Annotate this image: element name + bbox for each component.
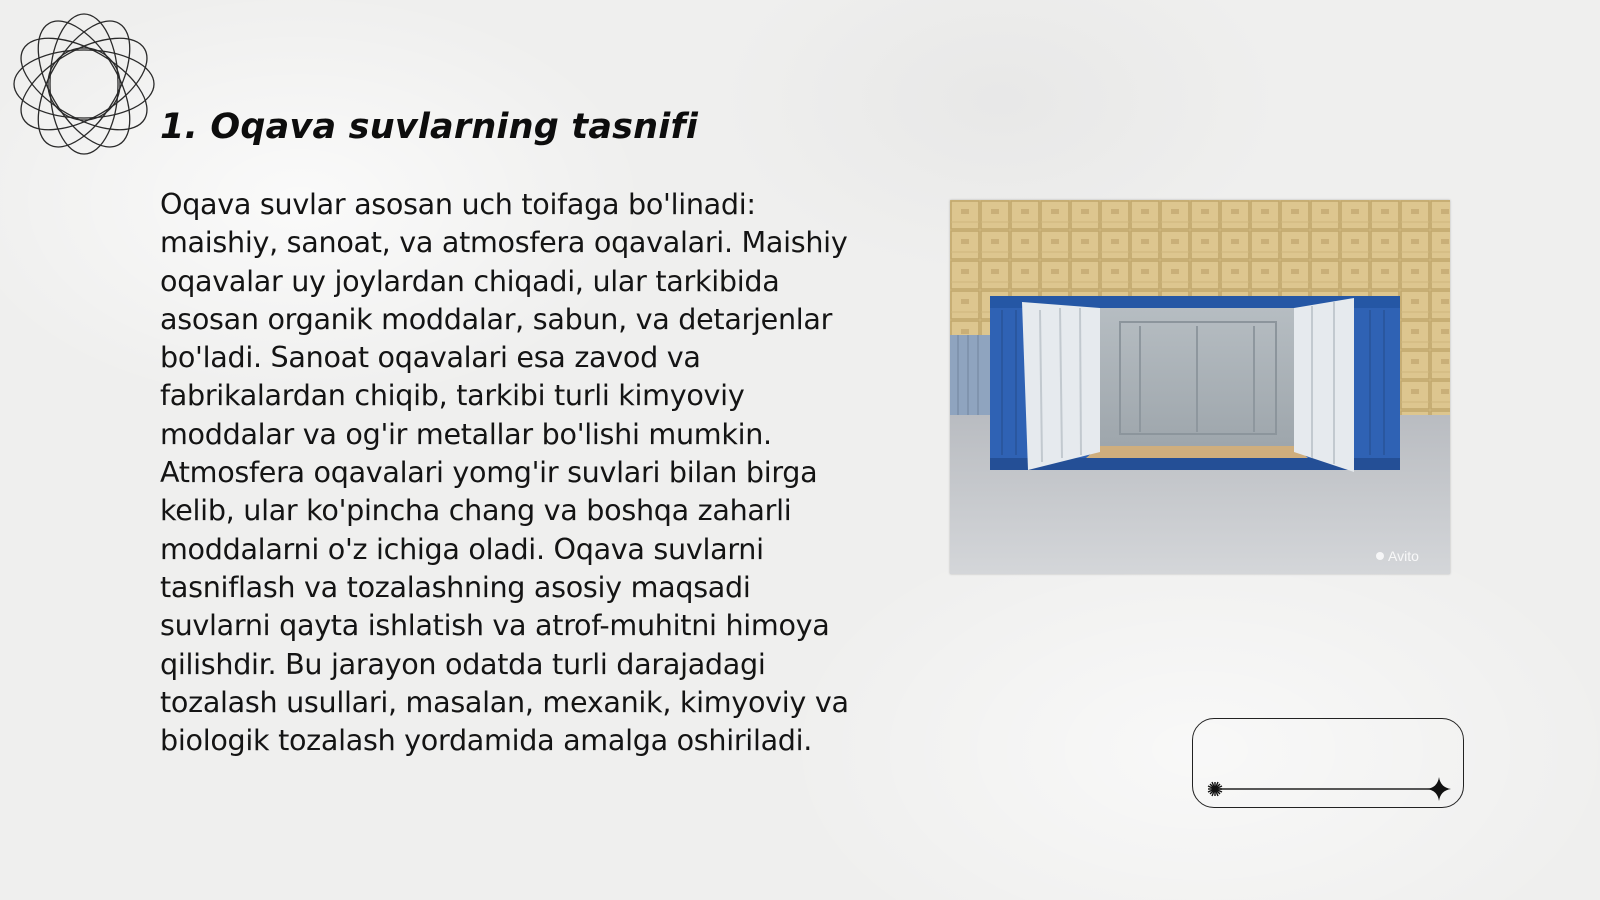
starburst-line-decoration [1193, 719, 1465, 809]
shipping-container-photo [950, 200, 1450, 574]
slide-title: 1. Oqava suvlarning tasnifi [160, 107, 699, 147]
decorative-frame [1192, 718, 1464, 808]
sparkle-icon [1427, 777, 1451, 801]
slide-body-text: Oqava suvlar asosan uch toifaga bo'linadi: maishiy, sanoat, va atmosfera oqavalari. Maishiy oqavalar uy joylardan chiqadi, ular tarkibida asosan organik moddalar, sabun, va detarjenlar bo'ladi. Sanoat oqavalari esa zavod va fabrikalardan chiqib, tarkibi turli kimyoviy moddalar va og'ir metallar bo'lishi mumkin. Atmosfera oqavalari yomg'ir suvlari bilan birga kelib, ular ko'pincha chang va boshqa zaharli moddalarni o'z ichiga oladi. Oqava suvlarni tasniflash va tozalashning asosiy maqsadi suvlarni qayta ishlatish va atrof-muhitni himoya qilishdir. Bu jarayon odatda turli darajadagi tozalash usullari, masalan, mexanik, kimyoviy va biologik tozalash yordamida amalga oshiriladi. [160, 187, 849, 758]
orbit-rings-icon [10, 10, 158, 158]
starburst-icon [1208, 782, 1222, 796]
photo-watermark: Avito [1388, 548, 1419, 564]
